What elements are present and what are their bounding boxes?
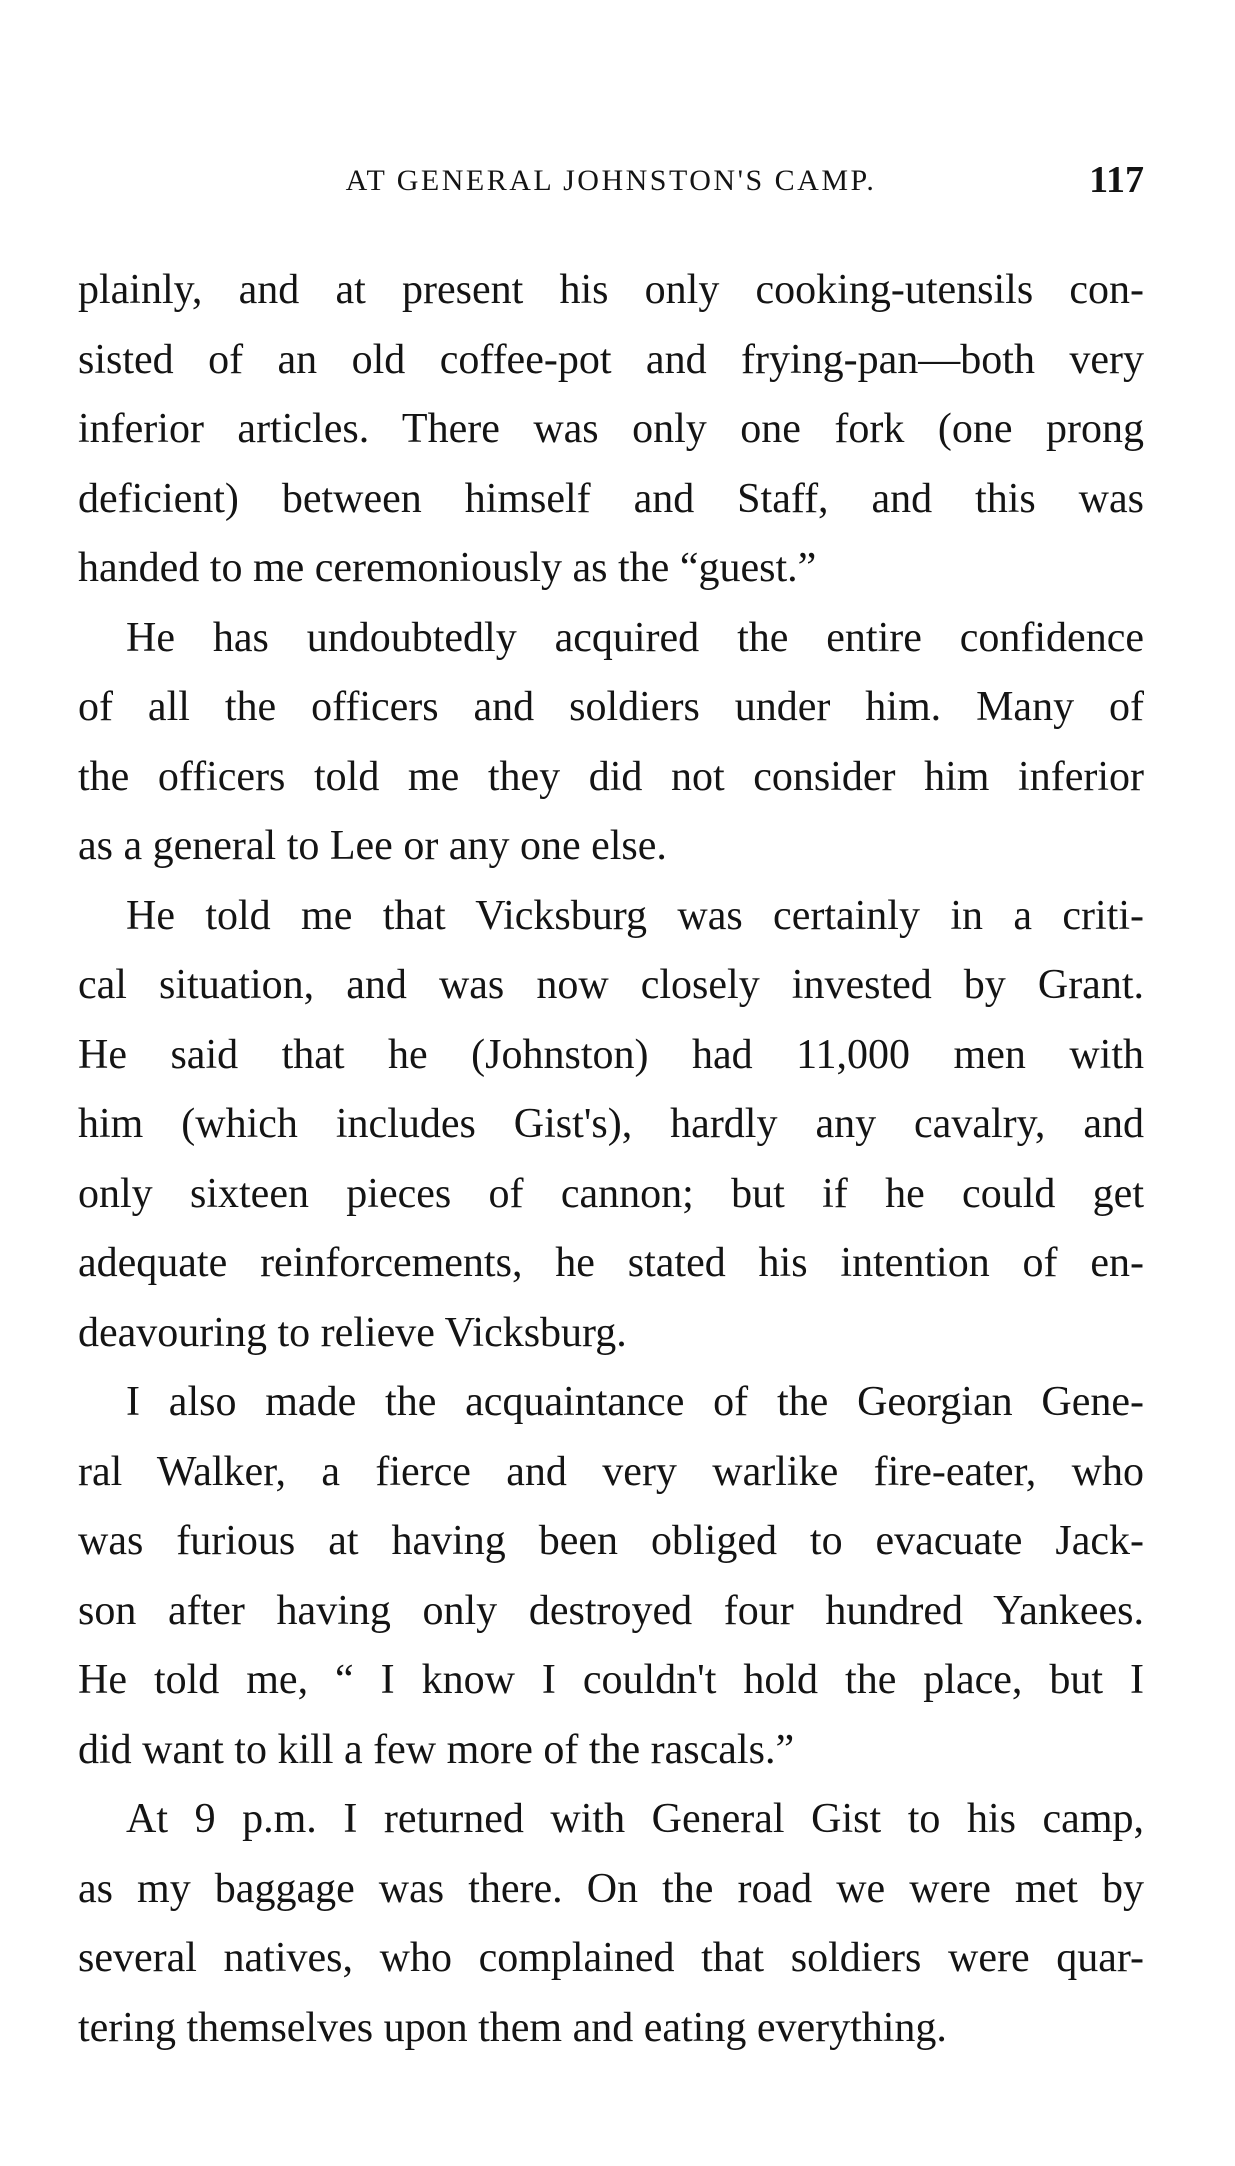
text-line: At 9 p.m. I returned with General Gist to his camp,	[126, 1796, 1144, 1842]
text-line: deavouring to relieve Vicksburg.	[78, 1309, 627, 1356]
page-header	[78, 158, 1144, 208]
text-line: plainly, and at present his only cooking-utensils con-	[78, 267, 1144, 313]
text-line: I also made the acquaintance of the Georgian Gene-	[126, 1379, 1144, 1425]
text-line: He told me, “ I know I couldn't hold the place, but I	[78, 1657, 1144, 1703]
paragraph-3	[78, 882, 1144, 1369]
paragraph-2	[78, 604, 1144, 882]
text-line: He told me that Vicksburg was certainly in a criti-	[126, 892, 1144, 939]
text-line: him (which includes Gist's), hardly any cavalry, and	[78, 1101, 1144, 1147]
paragraph-1	[78, 256, 1144, 604]
text-line: only sixteen pieces of cannon; but if he could get	[78, 1170, 1144, 1217]
text-line: sisted of an old coffee-pot and frying-pan—both very	[78, 336, 1144, 383]
text-line: son after having only destroyed four hundred Yankees.	[78, 1587, 1144, 1634]
text-line: adequate reinforcements, he stated his intention of en-	[78, 1240, 1144, 1286]
running-title: AT GENERAL JOHNSTON'S CAMP.	[345, 164, 877, 197]
paragraph-4	[78, 1368, 1144, 1785]
text-line: handed to me ceremoniously as the “guest.”	[78, 545, 817, 591]
text-line: did want to kill a few more of the rascals.”	[78, 1726, 795, 1773]
text-line: several natives, who complained that soldiers were quar-	[78, 1935, 1144, 1981]
page-number: 117	[1089, 159, 1144, 201]
paragraph-5	[78, 1785, 1144, 2063]
text-line: deficient) between himself and Staff, and this was	[78, 475, 1144, 522]
text-line: tering themselves upon them and eating everything.	[78, 2004, 947, 2051]
text-line: He said that he (Johnston) had 11,000 men with	[78, 1031, 1144, 1078]
text-line: inferior articles. There was only one fork (one prong	[78, 406, 1144, 452]
text-line: as a general to Lee or any one else.	[78, 823, 667, 869]
text-line: He has undoubtedly acquired the entire confidence	[126, 614, 1144, 661]
text-line: as my baggage was there. On the road we were met by	[78, 1865, 1144, 1912]
text-line: was furious at having been obliged to evacuate Jack-	[78, 1518, 1144, 1564]
text-line: the officers told me they did not consider him inferior	[78, 753, 1144, 800]
text-line: cal situation, and was now closely invested by Grant.	[78, 962, 1144, 1008]
body-text	[78, 256, 1144, 2063]
text-line: ral Walker, a fierce and very warlike fire-eater, who	[78, 1448, 1144, 1495]
text-line: of all the officers and soldiers under him. Many of	[78, 684, 1144, 730]
